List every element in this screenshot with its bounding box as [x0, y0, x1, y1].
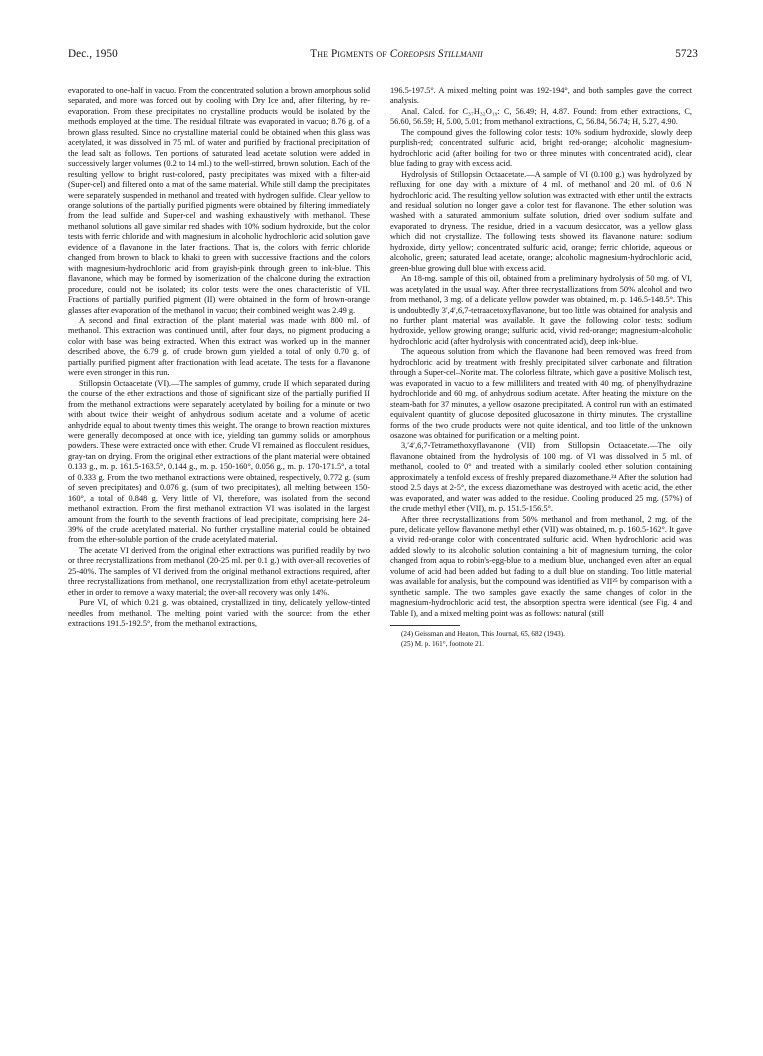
page-number: 5723: [675, 48, 698, 60]
header-date: Dec., 1950: [68, 48, 118, 60]
left-column: [68, 86, 370, 630]
paragraph: 3,′4′,6,7-Tetramethoxyflavanone (VII) from Stillopsin Octaacetate.—The oily flavanone obtained from the hydrolysis of 100 mg. of VI was dissolved in 5 ml. of methanol, cooled to 0° and treated with a similarly cooled ether solution containing approximately a tenfold excess of freshly prepared diazomethane.²⁴ After the solution had stood 2.5 days at 2-5°, the excess diazomethane was destroyed with acetic acid, the ether was evaporated, and water was added to the residue. Cooling produced 25 mg. (57%) of the crude methyl ether (VII), m. p. 151.5-156.5°.: [390, 441, 692, 514]
paragraph: After three recrystallizations from 50% methanol and from methanol, 2 mg. of the pure, delicate yellow flavanone methyl ether (VII) was obtained, m. p. 160.5-162°. It gave a vivid red-orange color with concentrated sulfuric acid. When hydrochloric acid was added slowly to its alcoholic solution containing a bit of magnesium turning, the color changed from aqua to robin's-egg-blue to a medium blue, unchanged even after an equal volume of acid had been added but fading to a dull blue on standing. Too little material was available for analysis, but the compound was identified as VII²⁵ by comparison with a synthetic sample. The two samples gave exactly the same changes of color in the magnesium-hydrochloric acid test, the absorption spectra were identical (see Fig. 4 and Table I), and a mixed melting point was as follows: natural (still: [390, 514, 692, 618]
footnote: (24) Geissman and Heaton, This Journal, 65, 682 (1943).: [401, 630, 565, 639]
paragraph: Stillopsin Octaacetate (VI).—The samples of gummy, crude II which separated during the course of the ether extractions and those of significant size of the partially purified II from the methanol extractions were separately acetylated by boiling for a minute or two with about twice their weight of anhydrous sodium acetate and a volume of acetic anhydride equal to about twenty times this weight. The orange to brown reaction mixtures were generally decomposed at once with ice, yielding tan gummy solids or amorphous powders. These were extracted once with ether. Crude VI remained as flocculent residues, gray-tan on drying. From the original ether extractions of the plant material were obtained 0.133 g., m. p. 161.5-163.5°, 0.144 g., m. p. 150-160°, 0.056 g., m. p. 170-171.5°, a total of 0.333 g. From the two methanol extractions were obtained, respectively, 0.772 g. (sum of seven precipitates) and 0.076 g. (sum of two precipitates), all melting between 150-160°, a total of 0.848 g. Very little of VI, therefore, was isolated from the second methanol extraction. From the first methanol extraction VI was isolated in the largest amount from the fourth to the seventh fractions of lead precipitate, comprising here 24-39% of the crude acetylated material. No further crystalline material could be obtained from the ether-soluble portion of the crude acetylated material.: [68, 378, 370, 545]
paragraph: A second and final extraction of the plant material was made with 800 ml. of methanol. This extraction was continued until, after four days, no pigment producing a color with base was being extracted. When this extract was worked up in the manner described above, the 6.79 g. of crude brown gum yielded a total of only 0.70 g. of partially purified pigment after fractionation with lead acetate. The tests for a flavanone were even stronger in this run.: [68, 315, 370, 378]
paragraph: The compound gives the following color tests: 10% sodium hydroxide, slowly deep purplish-red; concentrated sulfuric acid, bright red-orange; alcoholic magnesium-hydrochloric acid (after boiling for two or three minutes with concentrated acid), clear blue fading to gray with excess acid.: [390, 127, 692, 169]
running-title-species: Coreopsis Stillmanii: [389, 48, 483, 60]
paragraph: An 18-mg. sample of this oil, obtained from a preliminary hydrolysis of 50 mg. of VI, was acetylated in the usual way. After three recrystallizations from 50% alcohol and two from methanol, 3 mg. of a delicate yellow powder was obtained, m. p. 146.5-148.5°. This is undoubtedly 3′,4′,6,7-tetraacetoxyflavanone, but too little was obtained for analysis and no further plant material was available. It gave the following color tests: sodium hydroxide, yellow growing orange; sulfuric acid, vivid red-orange; magnesium-alcoholic hydrochloric acid (after hydrolysis with concentrated acid), deep ink-blue.: [390, 274, 692, 346]
footnote-divider: [390, 625, 460, 626]
paragraph: Anal. Calcd. for C₃₇H₃₂O₁₉: C, 56.49; H, 4.87. Found: from ether extractions, C, 56.60, 56.59; H, 5.00, 5.01; from methanol extractions, C, 56.84, 56.74; H, 5.27, 4.90.: [390, 106, 692, 127]
paragraph: 196.5-197.5°. A mixed melting point was 192-194°, and both samples gave the correct analysis.: [390, 86, 692, 106]
running-title: [310, 48, 482, 60]
paragraph: Hydrolysis of Stillopsin Octaacetate.—A sample of VI (0.100 g.) was hydrolyzed by refluxing for one day with a mixture of 4 ml. of methanol and 20 ml. of 0.6 N hydrochloric acid. The resulting yellow solution was extracted with ether until the extracts and residual solution no longer gave a color test for flavanone. The ether solution was washed with a saturated ammonium sulfate solution, dried over sodium sulfate and evaporated to dryness. The residue, dried in a vacuum desiccator, was a yellow glass which did not crystallize. The following tests showed its flavanone nature: sodium hydroxide, dirty yellow; concentrated sulfuric acid, orange; ferric chloride, aqueous or alcoholic, green; saturated lead acetate, orange; alcoholic magnesium-hydrochloric acid, green-blue growing dull blue with excess acid.: [390, 169, 692, 273]
paragraph: The acetate VI derived from the original ether extractions was purified readily by two or three recrystallizations from methanol (20-25 ml. per 0.1 g.) with over-all recoveries of 25-40%. The samples of VI derived from the original methanol extractions required, after three recrystallizations from methanol, one recrystallization from ethyl acetate-petroleum ether in order to remove a waxy material; the over-all recovery was only 14%.: [68, 545, 370, 597]
paragraph: evaporated to one-half in vacuo. From the concentrated solution a brown amorphous solid separated, and more was forced out by cooling with Dry Ice and, after filtering, by re-evaporation. From these precipitates no crystalline products would be isolated by the methods employed at the time. The residual filtrate was evaporated in vacuo; 8.76 g. of a brown glass resulted. Since no crystalline material could be obtained when this glass was acetylated, it was dissolved in 75 ml. of water and purified by fractional precipitation of the lead salt as follows. Ten portions of saturated lead acetate solution were added in successively larger volumes (0.2 to 14 ml.) to the well-stirred, brown solution. Each of the resulting yellow to bright rust-colored, pasty precipitates was mixed with a filter-aid (Super-cel) and filtered onto a mat of the same material. While still damp the precipitates were separately suspended in methanol and treated with hydrogen sulfide. Clear yellow to orange solutions of the partially purified pigments were obtained by filtering immediately from the lead sulfide and Super-cel and washing exhaustively with methanol. These methanol solutions all gave similar red shades with 10% sodium hydroxide, but the color tests with ferric chloride and with magnesium in alcoholic hydrochloric acid solution gave evidence of a flavanone in the later fractions. That is, the colors with ferric chloride changed from brown to black to khaki to green with successive fractions and the colors with magnesium-hydrochloric acid from grayish-pink through green to ink-blue. This flavanone, which may be formed by isomerization of the chalcone during the extraction procedure, could not be isolated; its color tests were the ones characteristic of VII. Fractions of partially purified pigment (II) were obtained in the form of brown-orange glasses after evaporation of the methanol in vacuo; their combined weight was 2.49 g.: [68, 86, 370, 315]
right-column: [390, 86, 692, 649]
paragraph: The aqueous solution from which the flavanone had been removed was freed from hydrochloric acid by treatment with freshly precipitated silver carbonate and filtration through a Super-cel–Norite mat. The colorless filtrate, which gave a positive Molisch test, was evaporated in vacuo to a few milliliters and treated with 40 mg. of phenylhydrazine hydrochloride and 60 mg. of anhydrous sodium acetate. After heating the mixture on the steam-bath for 37 minutes, a yellow osazone precipitated. A control run with an estimated equivalent quantity of glucose deposited glucosazone in thirty minutes. The crystalline forms of the two crude products were not quite identical, and too little of the unknown osazone was obtained for purification or a melting point.: [390, 347, 692, 440]
running-title-prefix: The Pigments of: [310, 48, 390, 60]
page-header: [68, 48, 698, 60]
footnote: (25) M. p. 161°, footnote 21.: [401, 639, 484, 648]
paragraph: Pure VI, of which 0.21 g. was obtained, crystallized in tiny, delicately yellow-tinted needles from methanol. The melting point varied with the source: from the ether extractions 191.5-192.5°, from the methanol extractions,: [68, 598, 370, 629]
